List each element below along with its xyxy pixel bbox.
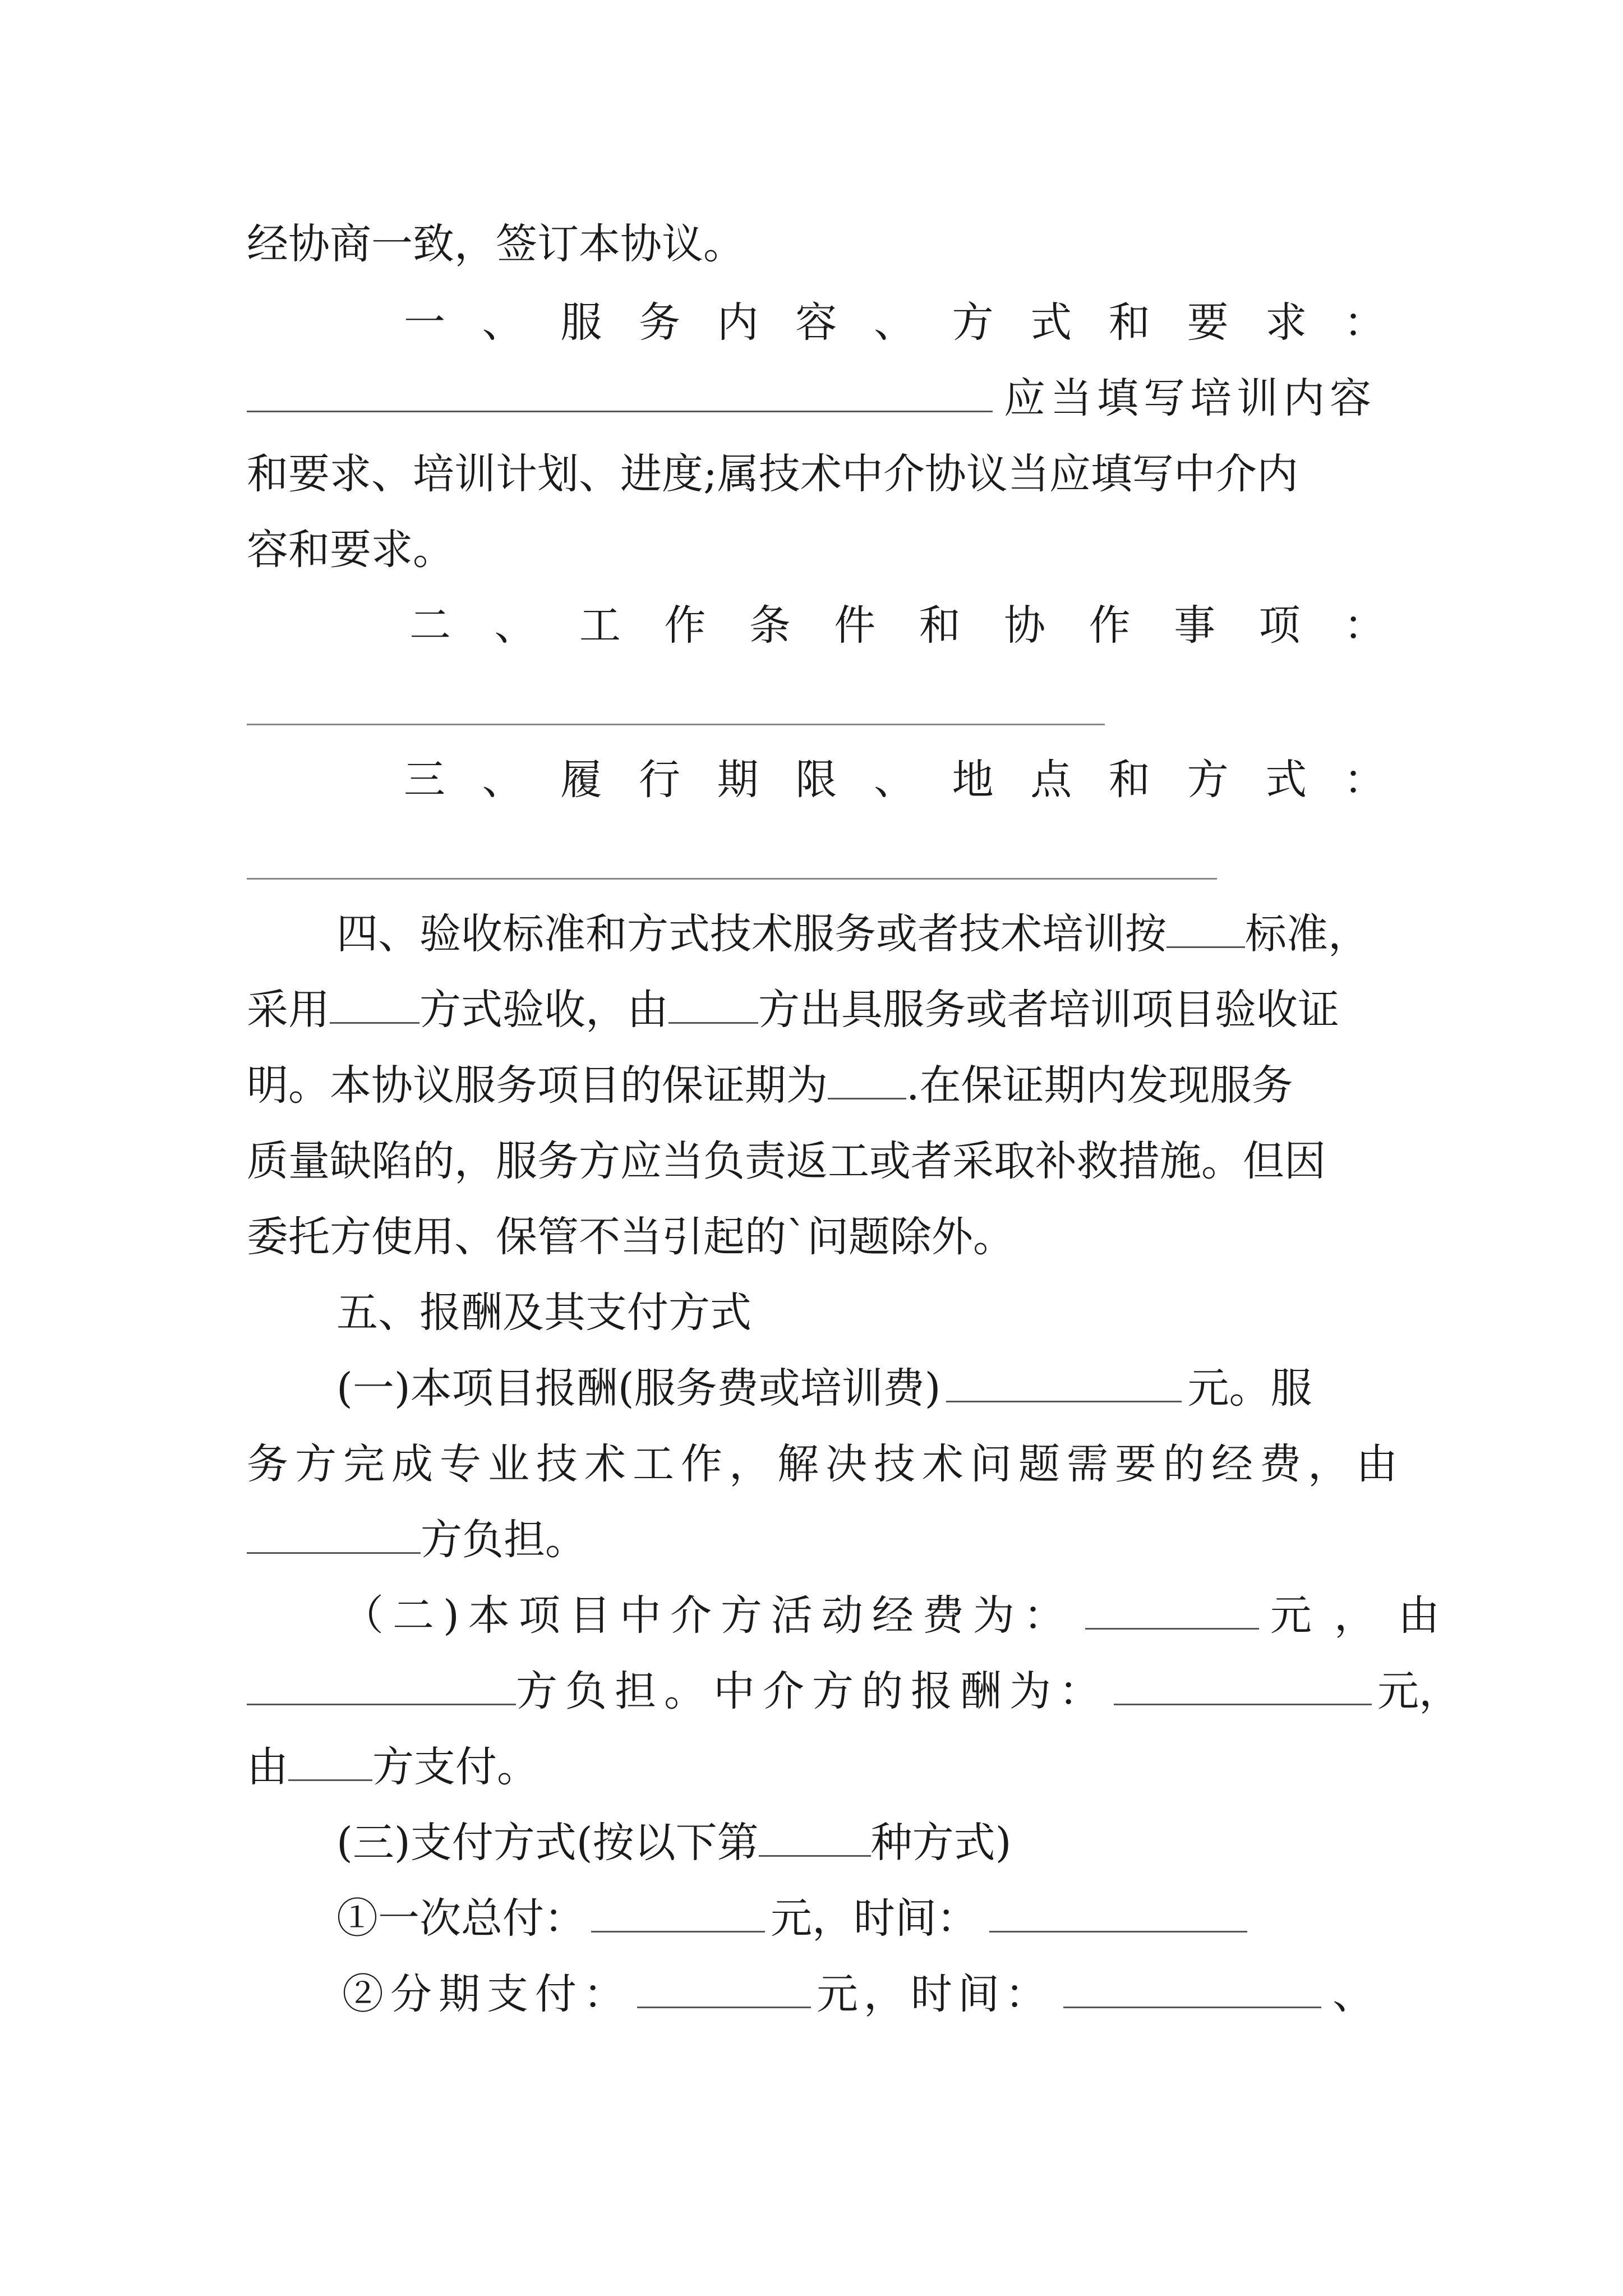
fill-blank bbox=[591, 1897, 765, 1932]
s5-text: （二)本项目中介方活动经费为： bbox=[342, 1591, 1074, 1640]
heading-char: ： bbox=[1343, 601, 1385, 650]
section-5-heading bbox=[247, 1282, 1385, 1343]
section-5-d-line bbox=[247, 1888, 1385, 1949]
heading-char: 件 bbox=[834, 601, 876, 650]
s4-text: 采用 bbox=[247, 986, 330, 1034]
section-1-text: 和要求、培训计划、进度;属技术中介协议当应填写中介内 bbox=[247, 450, 1298, 498]
s4-text: 四、验收标准和方式技术服务或者技术培训按 bbox=[336, 910, 1166, 958]
heading-char: 方 bbox=[1187, 756, 1229, 804]
section-1-line-2 bbox=[247, 443, 1385, 505]
section-2-heading bbox=[247, 595, 1385, 656]
section-5-b-line-1 bbox=[247, 1585, 1462, 1646]
s5-text: 由 bbox=[247, 1743, 288, 1791]
heading-char: 三 bbox=[404, 756, 445, 804]
s5-text: 元，时间： bbox=[771, 1894, 978, 1943]
s5-heading-text: 五、报酬及其支付方式 bbox=[336, 1289, 751, 1337]
fill-blank bbox=[1063, 1973, 1321, 2008]
section-2-fill-line bbox=[247, 724, 1105, 725]
heading-char: 式 bbox=[1030, 298, 1072, 347]
fill-blank bbox=[1114, 1670, 1372, 1705]
heading-char: 服 bbox=[560, 298, 602, 347]
s5-text: ②分期支付： bbox=[342, 1970, 631, 2018]
s5-text: 方支付。 bbox=[372, 1743, 538, 1791]
section-1-heading bbox=[247, 292, 1385, 353]
heading-char: 、 bbox=[494, 601, 536, 650]
heading-char: 期 bbox=[717, 756, 759, 804]
fill-blank bbox=[1085, 1594, 1259, 1630]
fill-blank bbox=[247, 1519, 421, 1554]
heading-char: 一 bbox=[404, 298, 445, 347]
heading-char: 作 bbox=[1089, 601, 1131, 650]
s5-text: 元，时间： bbox=[817, 1970, 1052, 2018]
heading-char: 作 bbox=[664, 601, 706, 650]
s4-text: 方出具服务或者培训项目验收证 bbox=[758, 986, 1339, 1034]
heading-char: 点 bbox=[1030, 756, 1072, 804]
fill-blank bbox=[946, 1367, 1182, 1402]
paragraph-intro bbox=[247, 213, 1385, 275]
s4-text: .在保证期内发现服务 bbox=[906, 1061, 1293, 1110]
heading-char: 容 bbox=[795, 298, 837, 347]
heading-char: 协 bbox=[1004, 601, 1046, 650]
section-1-line-3 bbox=[247, 519, 1385, 581]
s5-text: 方负担。 bbox=[421, 1516, 587, 1564]
fill-blank bbox=[989, 1897, 1247, 1932]
heading-char: 、 bbox=[482, 298, 524, 347]
heading-char: 要 bbox=[1187, 298, 1229, 347]
section-5-b-line-3 bbox=[247, 1736, 1385, 1798]
heading-char: 条 bbox=[749, 601, 791, 650]
section-5-a-line-1 bbox=[247, 1358, 1385, 1419]
fill-blank bbox=[1166, 913, 1245, 948]
heading-char: 、 bbox=[873, 756, 915, 804]
section-4-line-4 bbox=[247, 1130, 1385, 1192]
heading-char: 式 bbox=[1265, 756, 1307, 804]
s5-text: 方负担。中介方的报酬为： bbox=[516, 1667, 1108, 1715]
heading-char: 履 bbox=[560, 756, 602, 804]
section-4-line-3 bbox=[247, 1055, 1385, 1116]
s4-text: 委托方使用、保管不当引起的`问题除外。 bbox=[247, 1213, 1015, 1261]
heading-char: 事 bbox=[1174, 601, 1216, 650]
heading-char: 工 bbox=[579, 601, 621, 650]
section-4-line-2 bbox=[247, 979, 1385, 1041]
heading-char: 内 bbox=[717, 298, 759, 347]
s5-text: (三)支付方式(按以下第 bbox=[336, 1819, 759, 1867]
s4-text: 标准， bbox=[1245, 910, 1370, 958]
section-1-tail: 应当填写培训内容 bbox=[1004, 374, 1376, 422]
heading-char: 方 bbox=[952, 298, 994, 347]
section-3-fill-line bbox=[247, 878, 1217, 880]
s5-text: 元。服 bbox=[1187, 1364, 1312, 1412]
fill-blank bbox=[330, 988, 419, 1024]
fill-blank bbox=[637, 1973, 811, 2008]
heading-char: 限 bbox=[795, 756, 837, 804]
s4-text: 明。本协议服务项目的保证期为 bbox=[247, 1061, 828, 1110]
fill-blank bbox=[247, 1670, 516, 1705]
fill-blank bbox=[759, 1821, 871, 1857]
s5-text: (一)本项目报酬(服务费或培训费) bbox=[336, 1364, 941, 1412]
heading-char: 求 bbox=[1265, 298, 1307, 347]
heading-char: 行 bbox=[638, 756, 680, 804]
heading-char: 地 bbox=[952, 756, 994, 804]
section-4-line-1 bbox=[247, 903, 1385, 965]
heading-char: 、 bbox=[873, 298, 915, 347]
s4-text: 方式验收，由 bbox=[419, 986, 668, 1034]
s5-text: 、 bbox=[1332, 1970, 1374, 2018]
heading-char: 务 bbox=[638, 298, 680, 347]
section-3-heading bbox=[247, 749, 1385, 811]
section-5-b-line-2 bbox=[247, 1660, 1460, 1722]
s5-text: ①一次总付： bbox=[336, 1894, 585, 1943]
s5-text: 元， bbox=[1377, 1667, 1460, 1715]
fill-blank bbox=[247, 377, 993, 412]
s4-text: 质量缺陷的，服务方应当负责返工或者采取补救措施。但因 bbox=[247, 1137, 1326, 1185]
section-5-e-line bbox=[247, 1963, 1385, 2025]
s5-text: 种方式) bbox=[870, 1819, 1012, 1867]
heading-char: 、 bbox=[482, 756, 524, 804]
fill-blank bbox=[828, 1064, 906, 1099]
section-5-a-line-2 bbox=[247, 1433, 1404, 1495]
intro-text: 经协商一致，签订本协议。 bbox=[247, 220, 745, 268]
heading-char: 和 bbox=[919, 601, 961, 650]
section-4-line-5 bbox=[247, 1206, 1385, 1268]
heading-char: ： bbox=[1343, 756, 1385, 804]
section-5-c-line bbox=[247, 1812, 1385, 1874]
s5-text: 元，由 bbox=[1270, 1591, 1462, 1640]
heading-char: 项 bbox=[1258, 601, 1301, 650]
section-1-line-1 bbox=[247, 367, 1385, 429]
section-5-a-line-3 bbox=[247, 1509, 1385, 1571]
s5-text: 务方完成专业技术工作，解决技术问题需要的经费，由 bbox=[247, 1440, 1404, 1488]
heading-char: ： bbox=[1343, 298, 1385, 347]
heading-char: 二 bbox=[409, 601, 451, 650]
heading-char: 和 bbox=[1108, 298, 1150, 347]
section-1-text-end: 容和要求。 bbox=[247, 526, 454, 574]
fill-blank bbox=[668, 988, 758, 1024]
fill-blank bbox=[288, 1746, 372, 1781]
heading-char: 和 bbox=[1108, 756, 1150, 804]
